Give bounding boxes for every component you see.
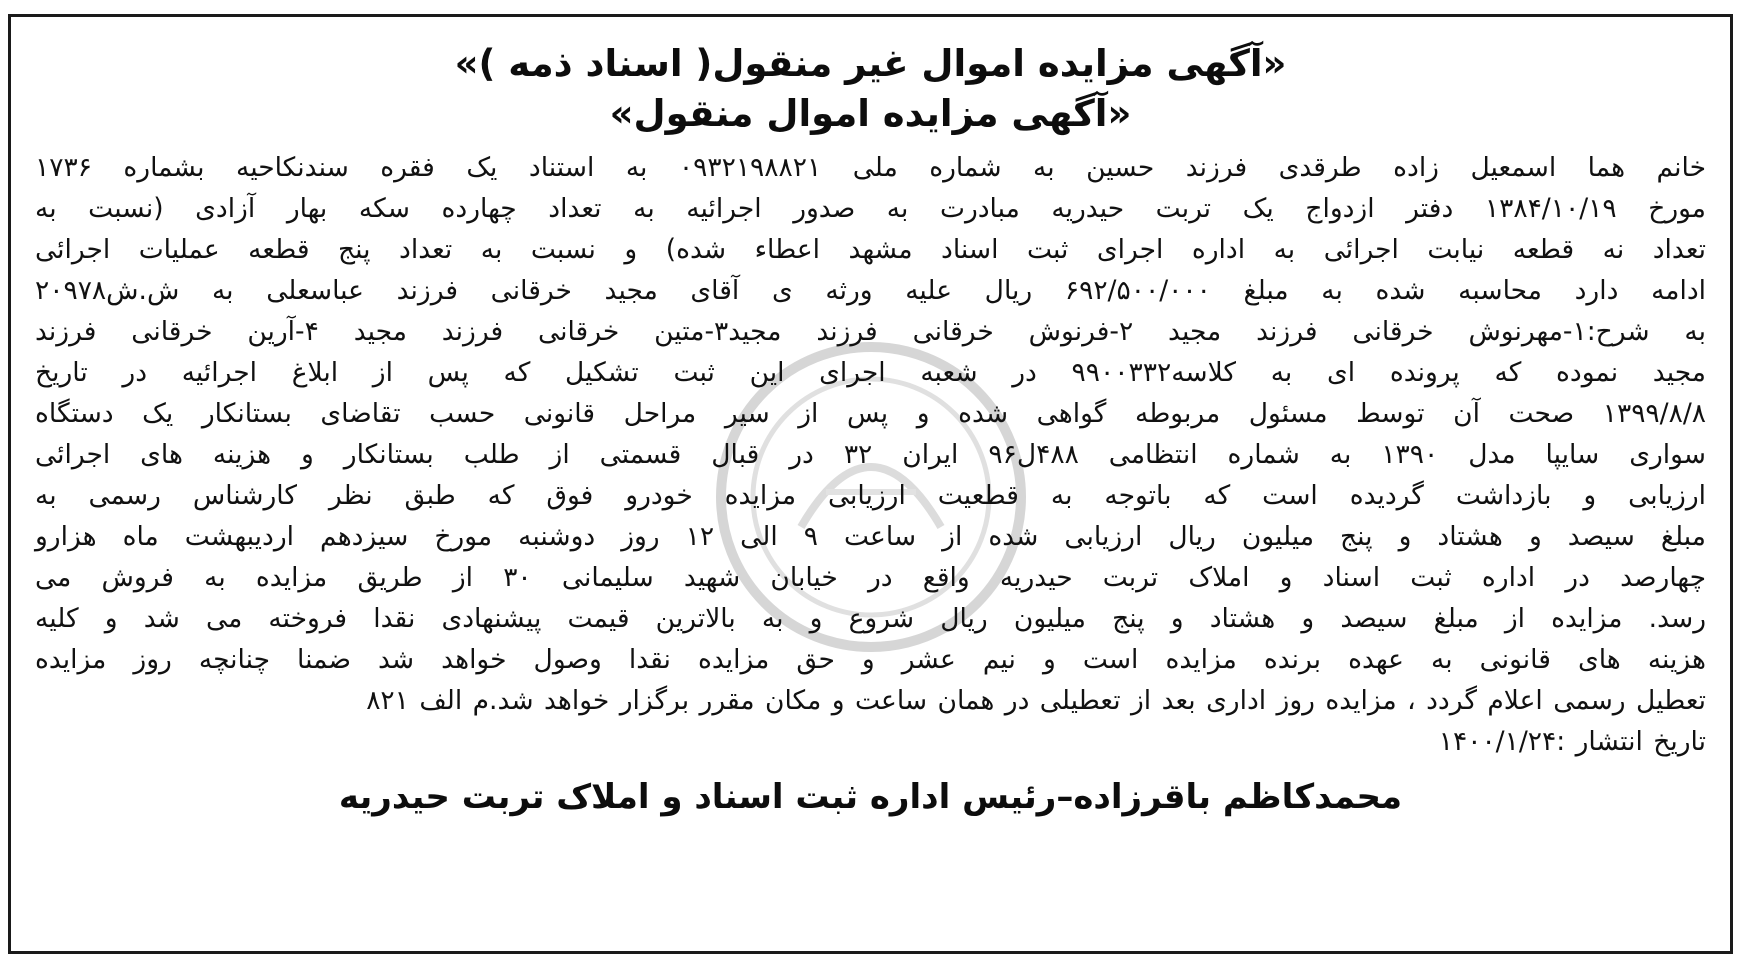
body-line: رسد. مزایده از مبلغ سیصد و هشتاد و پنج میلیون ریال شروع و به بالاترین قیمت پیشنهادی نقدا فروخته می شد و کلیه: [35, 603, 1706, 634]
signature: محمدکاظم باقرزاده–رئیس اداره ثبت اسناد و املاک تربت حیدریه: [338, 777, 1403, 817]
body-line: ۱۳۹۹/۸/۸ صحت آن توسط مسئول مربوطه گواهی شده و پس از سیر مراحل قانونی حسب تقاضای بستانکار یک دستگاه: [35, 398, 1706, 429]
notice-title-movable: «آگهی مزایده اموال منقول»: [609, 92, 1132, 135]
body-line: به شرح:۱-مهرنوش خرقانی فرزند مجید ۲-فرنوش خرقانی فرزند مجید۳-متین خرقانی فرزند مجید ۴-آرین خرقانی فرزند: [35, 316, 1707, 347]
publication-date: تاریخ انتشار :۱۴۰۰/۱/۲۴: [1438, 726, 1706, 757]
body-line: مجید نموده که پرونده ای به کلاسه۹۹۰۰۳۳۲ در شعبه اجرای این ثبت تشکیل که پس از ابلاغ اجرائیه در تاریخ: [35, 357, 1706, 388]
notice-title-immovable: «آگهی مزایده اموال غیر منقول( اسناد ذمه )»: [454, 42, 1287, 85]
body-line: مورخ ۱۳۸۴/۱۰/۱۹ دفتر ازدواج یک تربت حیدریه مبادرت به صدور اجرائیه به تعداد چهارده سکه بهار آزادی (نسبت به: [35, 193, 1706, 224]
body-line: ادامه دارد محاسبه شده به مبلغ ۶۹۲/۵۰۰/۰۰۰ ریال علیه ورثه ی آقای مجید خرقانی فرزند عباسعلی به ش.ش۲۰۹۷۸: [35, 275, 1706, 306]
body-line: سواری سایپا مدل ۱۳۹۰ به شماره انتظامی ۴۸۸ل۹۶ ایران ۳۲ در قبال قسمتی از طلب بستانکار و هزینه های اجرائی: [35, 439, 1707, 470]
body-line: تعداد نه قطعه نیابت اجرائی به اداره اجرای ثبت اسناد مشهد اعطاء شده) و نسبت به تعداد پنج قطعه عملیات اجرائی: [35, 234, 1706, 265]
body-line: خانم هما اسمعیل زاده طرقدی فرزند حسین به شماره ملی ۰۹۳۲۱۹۸۸۲۱ به استناد یک فقره سندنکاحیه بشماره ۱۷۳۶: [35, 152, 1706, 183]
notice-frame: [8, 14, 1733, 954]
body-line: مبلغ سیصد و هشتاد و پنج میلیون ریال ارزیابی شده از ساعت ۹ الی ۱۲ روز دوشنبه مورخ سیزدهم اردیبهشت ماه هزارو: [35, 521, 1707, 552]
body-line: چهارصد در اداره ثبت اسناد و املاک تربت حیدریه واقع در خیابان شهید سلیمانی ۳۰ از طریق مزایده به فروش می: [35, 562, 1706, 593]
notice-content: [35, 39, 1706, 822]
body-line: هزینه های قانونی به عهده برنده مزایده است و نیم عشر و حق مزایده نقدا وصول خواهد شد ضمنا چنانچه روز مزایده: [35, 644, 1706, 675]
body-line: تعطیل رسمی اعلام گردد ، مزایده روز اداری بعد از تعطیلی در همان ساعت و مکان مقرر برگزار خواهد شد.م الف ۸۲۱: [366, 685, 1706, 716]
notice-body: [35, 147, 1706, 762]
body-line: ارزیابی و بازداشت گردیده است که باتوجه به قطعیت ارزیابی مزایده خودرو فوق که طبق نظر کارشناس رسمی به: [35, 480, 1706, 511]
